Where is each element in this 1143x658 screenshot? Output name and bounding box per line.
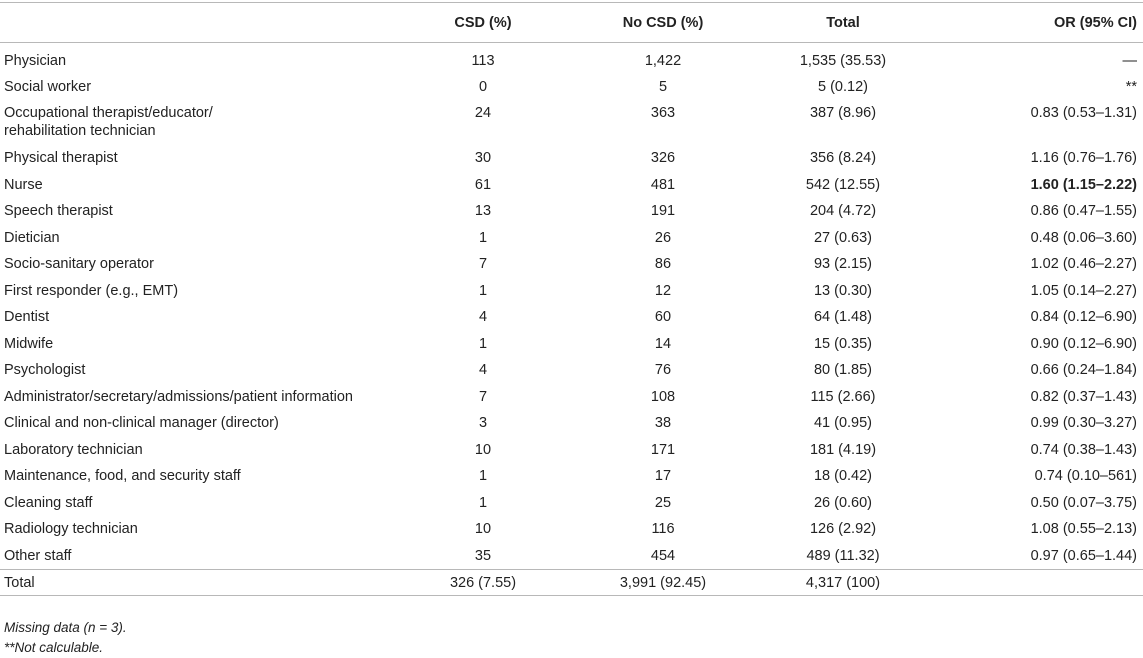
- cell-no-csd: 326: [650, 150, 676, 166]
- cell-csd: 1: [478, 494, 488, 511]
- cell-total: 26 (0.60): [813, 494, 873, 511]
- total-or: [938, 569, 1143, 595]
- cell-total: 181 (4.19): [809, 441, 877, 458]
- cell-csd: 3: [478, 415, 488, 431]
- row-label: Other staff: [4, 547, 72, 564]
- row-label: Social worker: [4, 78, 92, 95]
- cell-csd: 61: [474, 176, 492, 193]
- table-body: [0, 43, 1143, 596]
- cell-total: 5 (0.12): [818, 78, 868, 95]
- cell-no-csd: 171: [650, 441, 676, 458]
- cell-no-csd: 17: [654, 468, 672, 484]
- table-row: [0, 437, 1143, 464]
- cell-total: 126 (2.92): [809, 521, 877, 537]
- table-row: [0, 516, 1143, 543]
- table-row: [0, 278, 1143, 305]
- cell-or: 0.99 (0.30–3.27): [1030, 415, 1137, 431]
- cell-no-csd: 25: [654, 494, 672, 511]
- cell-csd: 0: [478, 78, 488, 95]
- cell-csd: 7: [478, 388, 488, 405]
- cell-total: 41 (0.95): [813, 415, 873, 431]
- row-label: Administrator/secretary/admissions/patient information: [4, 388, 353, 405]
- cell-no-csd: 454: [650, 547, 676, 564]
- table-row: [0, 384, 1143, 411]
- table-row: [0, 543, 1143, 570]
- row-label: Speech therapist: [4, 203, 113, 219]
- cell-total: 15 (0.35): [813, 335, 873, 352]
- cell-no-csd: 5: [658, 78, 668, 95]
- table-row: [0, 357, 1143, 384]
- cell-csd: 13: [474, 203, 492, 219]
- cell-csd: 4: [478, 309, 488, 325]
- table-row: [0, 145, 1143, 172]
- cell-or: **: [1125, 78, 1137, 95]
- cell-or: 1.08 (0.55–2.13): [1030, 521, 1137, 537]
- cell-or: 1.05 (0.14–2.27): [1030, 282, 1137, 299]
- note-not-calculable: **Not calculable.: [4, 640, 104, 655]
- cell-or: 1.60 (1.15–2.22): [1030, 176, 1137, 193]
- cell-no-csd: 26: [654, 229, 672, 246]
- table-row: [0, 74, 1143, 101]
- cell-total: 64 (1.48): [813, 309, 873, 325]
- table-row: [0, 251, 1143, 278]
- header-profession: [0, 3, 388, 43]
- row-label: Psychologist: [4, 362, 86, 378]
- cell-total: 204 (4.72): [809, 203, 877, 219]
- cell-or: 0.97 (0.65–1.44): [1030, 547, 1137, 564]
- table-row: [0, 490, 1143, 517]
- cell-or: —: [1122, 53, 1137, 69]
- cell-no-csd: 1,422: [644, 53, 682, 69]
- table-row: [0, 198, 1143, 225]
- cell-total: 18 (0.42): [813, 468, 873, 484]
- cell-or: 0.82 (0.37–1.43): [1030, 388, 1137, 405]
- table-notes: [4, 618, 127, 658]
- cell-csd: 1: [478, 229, 488, 246]
- cell-or: 0.66 (0.24–1.84): [1030, 362, 1137, 378]
- row-label: Dietician: [4, 229, 60, 246]
- cell-no-csd: 86: [654, 256, 672, 272]
- cell-total: 27 (0.63): [813, 229, 873, 246]
- cell-or: 0.74 (0.38–1.43): [1030, 441, 1137, 458]
- cell-no-csd: 108: [650, 388, 676, 405]
- cell-or: 1.02 (0.46–2.27): [1030, 256, 1137, 272]
- cell-no-csd: 116: [651, 521, 675, 537]
- cell-total: 542 (12.55): [805, 176, 881, 193]
- cell-csd: 24: [474, 105, 492, 121]
- row-label: Radiology technician: [4, 521, 138, 537]
- cell-csd: 10: [474, 521, 492, 537]
- cell-no-csd: 363: [650, 105, 676, 121]
- cell-no-csd: 191: [650, 203, 676, 219]
- cell-no-csd: 12: [654, 282, 672, 299]
- table-row: [0, 172, 1143, 199]
- header-total: Total: [748, 3, 938, 43]
- row-label: Cleaning staff: [4, 494, 93, 511]
- cell-csd: 1: [478, 335, 488, 352]
- table-row: [0, 43, 1143, 74]
- row-label: Nurse: [4, 176, 43, 193]
- row-label: Laboratory technician: [4, 441, 143, 458]
- row-label: Physical therapist: [4, 150, 118, 166]
- table-row: [0, 225, 1143, 252]
- total-row: [0, 569, 1143, 595]
- total-csd: 326 (7.55): [388, 569, 578, 595]
- data-table: [0, 2, 1143, 596]
- cell-no-csd: 76: [654, 362, 672, 378]
- cell-or: 0.48 (0.06–3.60): [1030, 229, 1137, 246]
- cell-total: 93 (2.15): [813, 256, 873, 272]
- header-no-csd: No CSD (%): [578, 3, 748, 43]
- cell-csd: 30: [474, 150, 492, 166]
- cell-csd: 35: [474, 547, 492, 564]
- cell-no-csd: 481: [650, 176, 676, 193]
- row-label: Physician: [4, 53, 67, 69]
- total-label: Total: [0, 569, 388, 595]
- note-missing-data: Missing data (n = 3).: [4, 620, 127, 635]
- cell-csd: 1: [478, 468, 488, 484]
- table-row: [0, 331, 1143, 358]
- total-no-csd: 3,991 (92.45): [578, 569, 748, 595]
- cell-or: 1.16 (0.76–1.76): [1030, 150, 1137, 166]
- header-csd: CSD (%): [388, 3, 578, 43]
- cell-total: 13 (0.30): [813, 282, 873, 299]
- cell-total: 356 (8.24): [809, 150, 877, 166]
- table-row: [0, 463, 1143, 490]
- cell-csd: 10: [474, 441, 492, 458]
- cell-total: 387 (8.96): [809, 105, 877, 121]
- cell-or: 0.74 (0.10–561): [1034, 468, 1137, 484]
- cell-total: 489 (11.32): [806, 547, 880, 564]
- cell-no-csd: 38: [654, 415, 672, 431]
- table-row: [0, 304, 1143, 331]
- cell-no-csd: 60: [654, 309, 672, 325]
- cell-or: 0.50 (0.07–3.75): [1030, 494, 1137, 511]
- cell-no-csd: 14: [654, 335, 672, 352]
- cell-csd: 7: [478, 256, 488, 272]
- total-total: 4,317 (100): [748, 569, 938, 595]
- cell-csd: 1: [478, 282, 488, 299]
- header-or: OR (95% CI): [938, 3, 1143, 43]
- row-label: Occupational therapist/educator/ rehabilitation technician: [4, 105, 213, 139]
- cell-or: 0.84 (0.12–6.90): [1030, 309, 1137, 325]
- cell-or: 0.90 (0.12–6.90): [1030, 335, 1137, 352]
- row-label: Socio-sanitary operator: [4, 256, 154, 272]
- cell-csd: 113: [471, 53, 495, 69]
- cell-total: 1,535 (35.53): [799, 53, 887, 69]
- cell-total: 80 (1.85): [813, 362, 873, 378]
- cell-total: 115 (2.66): [810, 388, 876, 405]
- cell-or: 0.86 (0.47–1.55): [1030, 203, 1137, 219]
- row-label: Dentist: [4, 309, 50, 325]
- header-row: [0, 3, 1143, 43]
- table-row: [0, 410, 1143, 437]
- cell-csd: 4: [478, 362, 488, 378]
- cell-or: 0.83 (0.53–1.31): [1030, 105, 1137, 121]
- row-label: First responder (e.g., EMT): [4, 282, 179, 299]
- table-row: [0, 100, 1143, 145]
- row-label: Midwife: [4, 335, 54, 352]
- row-label: Maintenance, food, and security staff: [4, 468, 241, 484]
- row-label: Clinical and non-clinical manager (director): [4, 415, 279, 431]
